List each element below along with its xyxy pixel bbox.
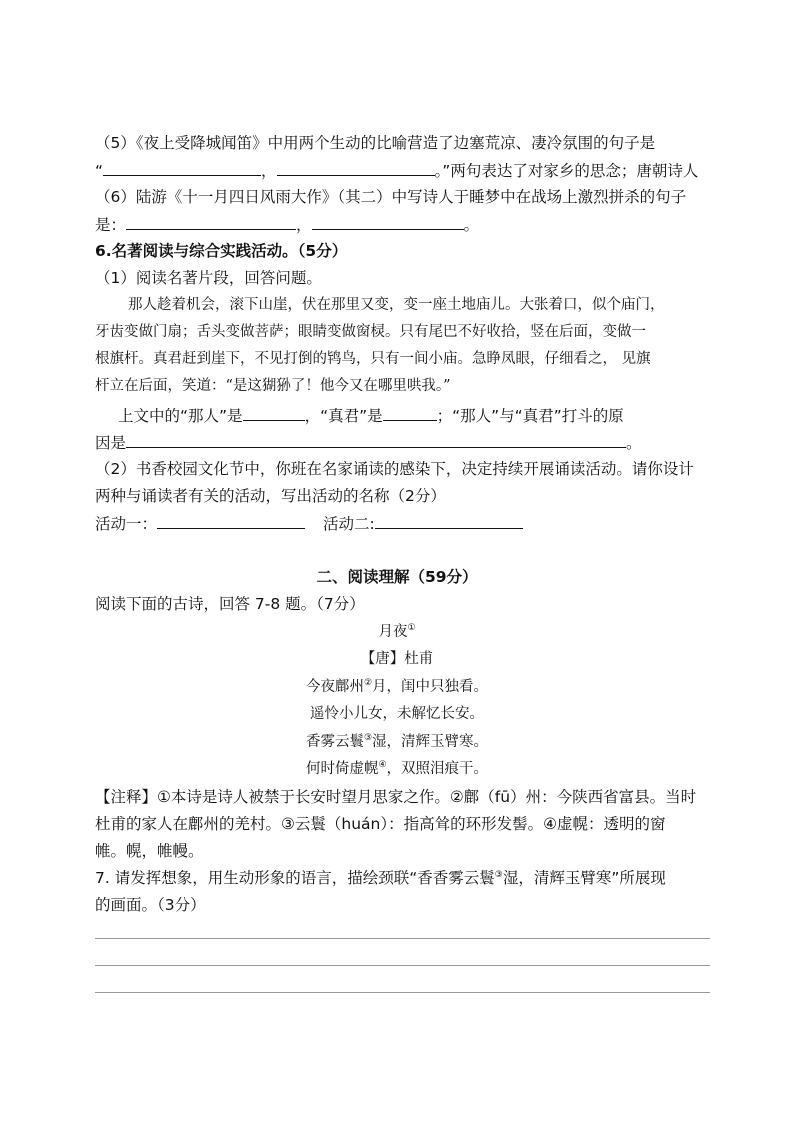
poem-line-text: 香雾云鬟: [305, 734, 364, 750]
section6-heading: 6.名著阅读与综合实践活动。（5分）: [95, 242, 348, 260]
poem-line: [0, 676, 794, 698]
q6-period: 。: [463, 216, 480, 234]
answer-line[interactable]: [95, 992, 710, 993]
section6-question-line2: [95, 431, 642, 454]
activity1-blank[interactable]: [157, 512, 305, 529]
passage-line: 根旗杆。真君赶到崖下，不见打倒的鸨鸟，只有一间小庙。急睁凤眼，仔细看之， 见旗: [95, 351, 651, 367]
q7-line1: [95, 867, 666, 889]
footnote-mark: ②: [363, 678, 373, 689]
answer-blank[interactable]: [126, 213, 296, 230]
q5-open-quote: “: [95, 162, 104, 180]
footnote-mark: ③: [494, 869, 503, 880]
section6-p2-line2: 两种与诵读者有关的活动，写出活动的名称（2分）: [95, 487, 446, 505]
poem-title-note: ①: [407, 623, 416, 634]
ask-part-b: ，“真君”是: [304, 407, 383, 425]
answer-blank[interactable]: [383, 404, 437, 421]
ask-part-c: ；“那人”与“真君”打斗的原: [436, 407, 624, 425]
ask2-tail: 。: [626, 434, 642, 452]
poem-title-text: 月夜: [378, 624, 408, 640]
answer-blank[interactable]: [312, 213, 464, 230]
passage-line: 牙齿变做门扇；舌头变做菩萨；眼睛变做窗棂。只有尾巴不好收拾，竖在后面，变做一: [95, 324, 646, 340]
answer-blank[interactable]: [243, 404, 305, 421]
poem-line: [0, 703, 794, 725]
notes-line: 【注释】①本诗是诗人被禁于长安时望月思家之作。②鄜（fū）州：今陕西省富县。当时: [95, 788, 697, 806]
section6-p1-intro: （1）阅读名著片段，回答问题。: [95, 269, 322, 287]
q6-line1: （6）陆游《十一月四日风雨大作》（其二）中写诗人于睡梦中在战场上激烈拼杀的句子: [95, 188, 687, 206]
q5-line2-tail: 。”两句表达了对家乡的思念；唐朝诗人: [434, 162, 699, 180]
section6-p2-line1: （2）书香校园文化节中，你班在名家诵读的感染下，决定持续开展诵读活动。请你设计: [95, 460, 694, 478]
poem-line: [0, 731, 794, 753]
notes-line: 帷。幌，帷幔。: [95, 842, 204, 860]
poem-line-text: 何时倚虚幌: [305, 761, 379, 777]
poem-author: 【唐】杜甫: [360, 651, 434, 667]
activity1-label: 活动一：: [95, 515, 158, 533]
answer-blank[interactable]: [103, 159, 261, 176]
answer-line[interactable]: [95, 938, 710, 939]
answer-line[interactable]: [95, 965, 710, 966]
poem-line-text: 月，闺中只独看。: [372, 679, 489, 695]
poem-line: [0, 758, 794, 780]
q5-line1: （5）《夜上受降城闻笛》中用两个生动的比喻营造了边塞荒凉、凄冷氛围的句子是: [95, 134, 656, 152]
q7-line2: 的画面。（3分）: [95, 896, 206, 914]
activity-line: [95, 512, 523, 535]
poem-line-text: 遥怜小儿女，未解忆长安。: [310, 706, 484, 722]
notes-line: 杜甫的家人在鄜州的羌村。③云鬟（huán）：指高耸的环形发髻。④虚幌：透明的窗: [95, 815, 666, 833]
q6-line2-head: 是：: [95, 216, 127, 234]
q7-text: 湿，清辉玉臂寒”所展现: [502, 869, 666, 887]
footnote-mark: ④: [378, 760, 387, 771]
footnote-mark: ③: [363, 733, 373, 744]
section6-question-line: [118, 404, 624, 427]
answer-blank[interactable]: [126, 431, 626, 448]
ask2-head: 因是: [95, 434, 127, 452]
poem-line-text: 湿，清辉玉臂寒。: [372, 734, 489, 750]
q5-comma: ，: [261, 162, 277, 180]
section2-heading: 二、阅读理解（59分）: [316, 568, 478, 586]
q6-line2: [95, 213, 479, 236]
answer-blank[interactable]: [277, 159, 435, 176]
activity2-blank[interactable]: [375, 512, 523, 529]
poem-line-text: ，双照泪痕干。: [386, 761, 489, 777]
q5-line2: [95, 159, 698, 182]
section2-intro: 阅读下面的古诗，回答 7-8 题。（7分）: [95, 595, 365, 613]
activity2-label: 活动二:: [323, 515, 375, 533]
poem-line-text: 今夜鄜州: [305, 679, 364, 695]
ask-part-a: 上文中的“那人”是: [118, 407, 243, 425]
passage-line: 杆立在后面，笑道：“是这猢狲了！他今又在哪里哄我。”: [95, 378, 451, 394]
q6-comma: ，: [296, 216, 312, 234]
passage-line: 那人趁着机会，滚下山崖，伏在那里又变，变一座土地庙儿。大张着口，似个庙门，: [128, 297, 665, 313]
q7-text: 7. 请发挥想象，用生动形象的语言，描绘颈联“香香雾云鬟: [95, 869, 495, 887]
poem-title: [0, 621, 794, 643]
